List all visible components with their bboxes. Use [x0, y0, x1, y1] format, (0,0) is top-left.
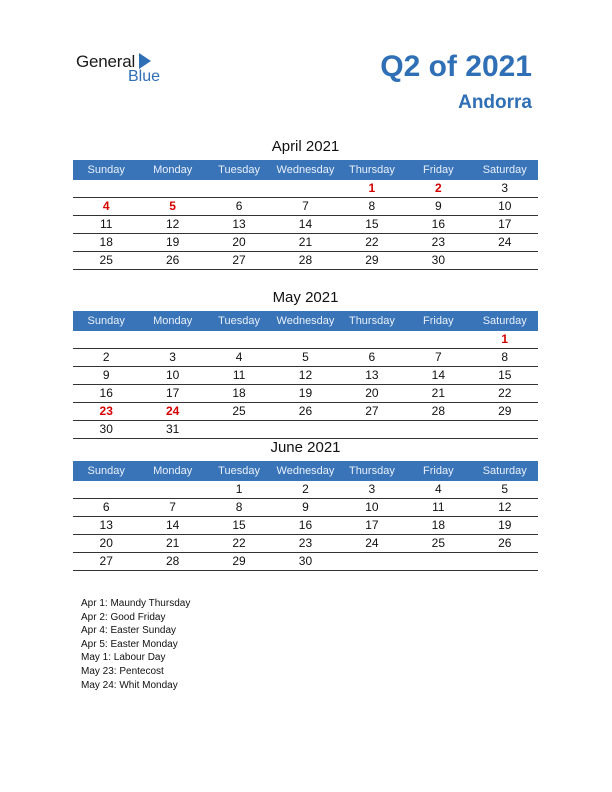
week-row	[73, 252, 538, 270]
weekday-label: Monday	[153, 465, 193, 477]
day-cell: 17	[165, 386, 180, 400]
day-cell: 4	[102, 199, 110, 213]
month-title: May 2021	[272, 289, 339, 306]
day-cell: 25	[232, 404, 246, 418]
day-cell: 4	[235, 350, 243, 364]
day-cell: 5	[169, 199, 176, 213]
empty-day-cell	[139, 331, 205, 348]
day-cell: 1	[501, 332, 509, 346]
day-cell: 9	[302, 500, 309, 514]
day-cell: 5	[501, 482, 509, 496]
day-cell: 11	[232, 368, 246, 382]
holiday-list	[81, 597, 190, 692]
day-cell: 1	[368, 181, 376, 195]
day-cell: 3	[368, 482, 376, 496]
empty-day-cell	[73, 331, 139, 348]
day-cell: 27	[99, 554, 113, 568]
weekday-label: Friday	[423, 465, 454, 477]
weekday-label: Sunday	[87, 315, 125, 327]
day-cell: 6	[235, 199, 243, 213]
day-cell: 13	[232, 217, 246, 231]
day-cell: 10	[365, 500, 379, 514]
empty-day-cell	[339, 421, 405, 438]
weekday-label: Monday	[153, 164, 193, 176]
day-cell: 11	[99, 217, 113, 231]
week-row	[73, 481, 538, 499]
day-cell: 2	[434, 181, 442, 195]
country-name: Andorra	[458, 92, 532, 113]
empty-day-cell	[206, 180, 272, 197]
day-cell: 14	[298, 217, 313, 231]
weekday-label: Saturday	[482, 315, 527, 327]
day-cell: 20	[99, 536, 113, 550]
holiday-item: Apr 2: Good Friday	[81, 611, 166, 623]
weekday-label: Friday	[423, 315, 454, 327]
day-cell: 29	[498, 404, 512, 418]
empty-day-cell	[272, 331, 338, 348]
day-cell: 18	[232, 386, 246, 400]
week-row	[73, 499, 538, 517]
week-row	[73, 198, 538, 216]
weekday-label: Thursday	[348, 315, 395, 327]
day-cell: 13	[365, 368, 379, 382]
empty-day-cell	[472, 553, 538, 570]
day-cell: 24	[365, 536, 379, 550]
day-cell: 23	[431, 235, 445, 249]
weekday-label: Wednesday	[276, 315, 335, 327]
day-cell: 30	[99, 422, 113, 436]
day-cell: 16	[99, 386, 113, 400]
day-cell: 27	[365, 404, 379, 418]
day-cell: 25	[99, 253, 113, 267]
logo-flag-icon	[139, 53, 151, 69]
day-cell: 21	[165, 536, 180, 550]
week-row	[73, 403, 538, 421]
day-cell: 10	[498, 199, 512, 213]
day-cell: 19	[498, 518, 512, 532]
week-row	[73, 535, 538, 553]
week-row	[73, 517, 538, 535]
day-cell: 15	[232, 518, 246, 532]
day-cell: 6	[368, 350, 376, 364]
day-cell: 9	[434, 199, 442, 213]
weekday-label: Thursday	[348, 164, 395, 176]
week-row	[73, 367, 538, 385]
weekday-label: Tuesday	[218, 164, 260, 176]
holiday-item: Apr 5: Easter Monday	[81, 638, 178, 650]
page-title: Q2 of 2021	[380, 50, 532, 83]
holiday-item: May 24: Whit Monday	[81, 679, 178, 691]
week-row	[73, 216, 538, 234]
month-april	[73, 137, 538, 270]
day-cell: 1	[235, 482, 243, 496]
day-cell: 18	[99, 235, 113, 249]
empty-day-cell	[339, 331, 405, 348]
day-cell: 7	[302, 199, 309, 213]
day-cell: 15	[365, 217, 379, 231]
day-cell: 2	[102, 350, 110, 364]
week-row	[73, 180, 538, 198]
day-cell: 3	[501, 181, 509, 195]
day-cell: 16	[431, 217, 445, 231]
weekday-header	[73, 461, 538, 481]
empty-day-cell	[139, 180, 205, 197]
day-cell: 12	[298, 368, 313, 382]
empty-day-cell	[272, 180, 338, 197]
month-title: April 2021	[271, 138, 340, 155]
day-cell: 22	[498, 386, 512, 400]
week-row	[73, 421, 538, 439]
logo-general-text: General	[76, 52, 136, 71]
day-cell: 8	[501, 350, 509, 364]
day-cell: 18	[431, 518, 445, 532]
empty-day-cell	[206, 421, 272, 438]
empty-day-cell	[472, 252, 538, 269]
day-cell: 26	[165, 253, 180, 267]
day-cell: 20	[232, 235, 246, 249]
empty-day-cell	[472, 421, 538, 438]
day-cell: 14	[165, 518, 180, 532]
empty-day-cell	[339, 553, 405, 570]
week-row	[73, 385, 538, 403]
day-cell: 27	[232, 253, 246, 267]
day-cell: 8	[235, 500, 243, 514]
day-cell: 4	[434, 482, 442, 496]
day-cell: 20	[365, 386, 379, 400]
day-cell: 16	[298, 518, 313, 532]
day-cell: 26	[298, 404, 313, 418]
weekday-label: Sunday	[87, 465, 125, 477]
day-cell: 21	[431, 386, 445, 400]
month-june	[73, 438, 538, 571]
week-row	[73, 553, 538, 571]
day-cell: 2	[302, 482, 309, 496]
day-cell: 11	[432, 500, 445, 514]
weekday-label: Friday	[423, 164, 454, 176]
weekday-label: Saturday	[482, 465, 527, 477]
empty-day-cell	[405, 421, 471, 438]
day-cell: 23	[99, 404, 113, 418]
day-cell: 13	[99, 518, 113, 532]
day-cell: 28	[431, 404, 445, 418]
empty-day-cell	[73, 481, 139, 498]
weekday-label: Tuesday	[218, 315, 260, 327]
empty-day-cell	[139, 481, 205, 498]
month-title: June 2021	[270, 439, 341, 456]
empty-day-cell	[405, 553, 471, 570]
weekday-header	[73, 311, 538, 331]
weekday-label: Thursday	[348, 465, 395, 477]
day-cell: 12	[498, 500, 512, 514]
weekday-label: Tuesday	[218, 465, 260, 477]
weekday-label: Saturday	[482, 164, 527, 176]
day-cell: 24	[498, 235, 512, 249]
weekday-label: Monday	[153, 315, 193, 327]
week-row	[73, 331, 538, 349]
weekday-label: Wednesday	[276, 164, 335, 176]
weekday-label: Sunday	[87, 164, 125, 176]
day-cell: 14	[431, 368, 445, 382]
day-cell: 3	[169, 350, 176, 364]
day-cell: 10	[165, 368, 180, 382]
day-cell: 12	[165, 217, 180, 231]
day-cell: 23	[298, 536, 313, 550]
day-cell: 9	[102, 368, 110, 382]
day-cell: 31	[165, 422, 180, 436]
day-cell: 28	[298, 253, 313, 267]
holiday-item: Apr 1: Maundy Thursday	[81, 598, 191, 609]
day-cell: 19	[165, 235, 180, 249]
empty-day-cell	[206, 331, 272, 348]
day-cell: 15	[498, 368, 512, 382]
day-cell: 29	[365, 253, 379, 267]
logo-blue-text: Blue	[128, 68, 161, 85]
day-cell: 25	[431, 536, 445, 550]
week-row	[73, 234, 538, 252]
day-cell: 22	[232, 536, 246, 550]
day-cell: 30	[298, 554, 313, 568]
week-row	[73, 349, 538, 367]
day-cell: 21	[298, 235, 313, 249]
empty-day-cell	[272, 421, 338, 438]
day-cell: 29	[232, 554, 246, 568]
holiday-item: May 1: Labour Day	[81, 652, 166, 664]
day-cell: 30	[431, 253, 445, 267]
weekday-header	[73, 160, 538, 180]
day-cell: 17	[365, 518, 379, 532]
day-cell: 5	[302, 350, 309, 364]
day-cell: 17	[498, 217, 512, 231]
weekday-label: Wednesday	[276, 465, 335, 477]
day-cell: 19	[298, 386, 313, 400]
day-cell: 7	[434, 350, 442, 364]
day-cell: 24	[165, 404, 180, 418]
day-cell: 28	[165, 554, 180, 568]
holiday-item: Apr 4: Easter Sunday	[81, 625, 177, 637]
general-blue-logo	[76, 52, 176, 88]
day-cell: 8	[368, 199, 376, 213]
day-cell: 26	[498, 536, 512, 550]
day-cell: 7	[169, 500, 176, 514]
day-cell: 6	[102, 500, 110, 514]
empty-day-cell	[73, 180, 139, 197]
holiday-item: May 23: Pentecost	[81, 665, 164, 677]
month-may	[73, 288, 538, 439]
day-cell: 22	[365, 235, 379, 249]
empty-day-cell	[405, 331, 471, 348]
